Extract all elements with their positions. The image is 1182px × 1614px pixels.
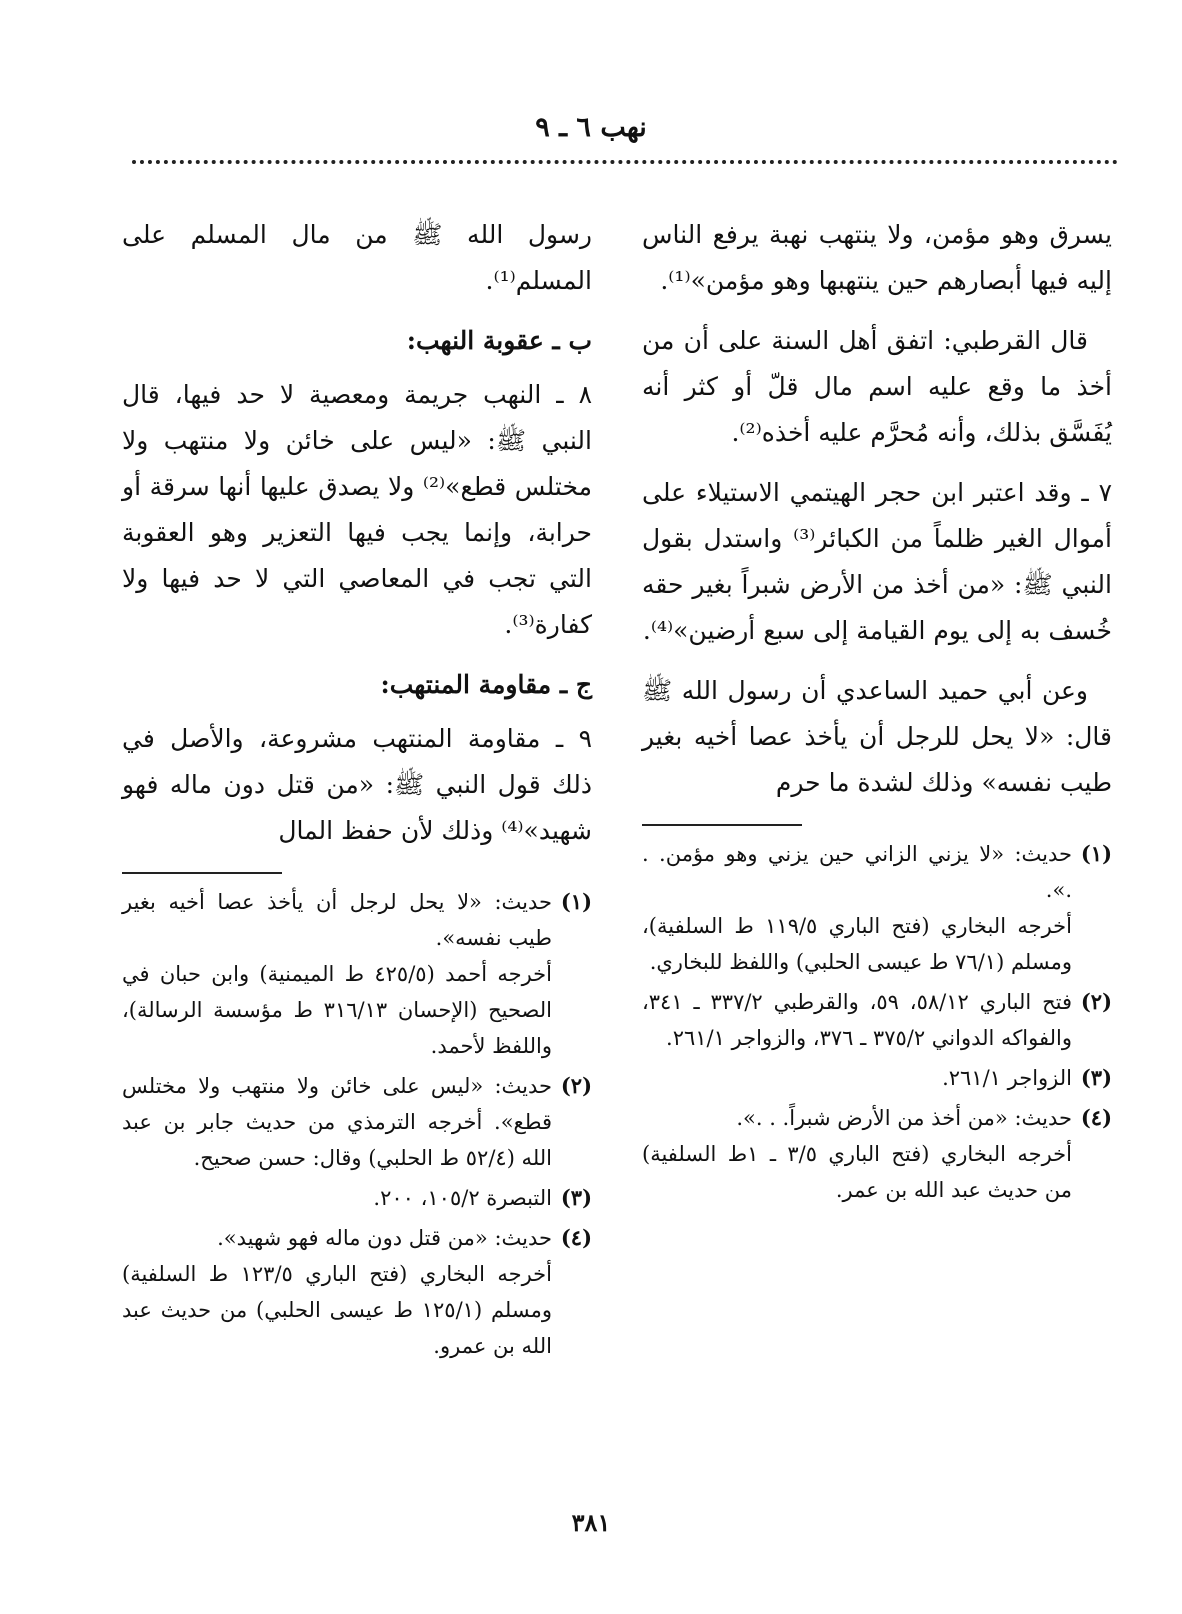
- footnote-text: الزواجر ٢٦١/١.: [942, 1066, 1072, 1090]
- right-footnotes: [642, 836, 1112, 1208]
- left-footnote-separator: [122, 872, 282, 874]
- right-paragraph-1: يسرق وهو مؤمن، ولا ينتهب نهبة يرفع الناس إليه فيها أبصارهم حين ينتهبها وهو مؤمن»⁽¹⁾.: [642, 220, 1112, 295]
- footnote-text: حديث: «لا يزني الزاني حين يزني وهو مؤمن. . .».: [642, 842, 1072, 902]
- footnote-continuation: أخرجه البخاري (فتح الباري ٣/٥ ـ ١ط السلفية) من حديث عبد الله بن عمر.: [642, 1142, 1072, 1202]
- paragraph-8: ٨ ـ النهب جريمة ومعصية لا حد فيها، قال النبي ﷺ: «ليس على خائن ولا منتهب ولا مختلس قطع»⁽²⁾ ولا يصدق عليها أنها سرقة أو حرابة، وإنما يجب فيها التعزير وهو العقوبة التي تجب في المعاصي التي لا حد فيها ولا كفارة⁽³⁾.: [122, 380, 592, 639]
- right-footnote-separator: [642, 824, 802, 826]
- right-paragraph-3: ٧ ـ وقد اعتبر ابن حجر الهيتمي الاستيلاء على أموال الغير ظلماً من الكبائر⁽³⁾ واستدل بقول النبي ﷺ: «من أخذ من الأرض شبراً بغير حقه خُسف به إلى يوم القيامة إلى سبع أرضين»⁽⁴⁾.: [642, 478, 1112, 645]
- header-dotted-rule: [132, 160, 1118, 164]
- section-heading-c: ج ـ مقاومة المنتهب:: [380, 670, 592, 699]
- footnote-continuation: أخرجه البخاري (فتح الباري ١١٩/٥ ط السلفية)، ومسلم (٧٦/١ ط عيسى الحلبي) واللفظ للبخاري.: [642, 914, 1072, 974]
- footnote-text: حديث: «من أخذ من الأرض شبراً. . .».: [736, 1106, 1072, 1130]
- footnote-text: فتح الباري ٥٨/١٢، ٥٩، والقرطبي ٣٣٧/٢ ـ ٣٤١، والفواكه الدواني ٣٧٥/٢ ـ ٣٧٦، والزواجر ٢٦١/١.: [642, 990, 1073, 1050]
- left-footnote-3: [122, 1180, 592, 1216]
- footnote-text: التبصرة ١٠٥/٢، ٢٠٠.: [373, 1186, 552, 1210]
- right-paragraph-4: وعن أبي حميد الساعدي أن رسول الله ﷺ قال: «لا يحل للرجل أن يأخذ عصا أخيه بغير طيب نفسه» وذلك لشدة ما حرم: [642, 676, 1112, 797]
- right-footnote-3: [642, 1060, 1112, 1096]
- footnote-number: (١): [1080, 841, 1112, 866]
- footnote-number: (٣): [560, 1185, 592, 1210]
- footnote-number: (٤): [560, 1225, 592, 1250]
- footnote-number: (٢): [1080, 989, 1112, 1014]
- footnote-continuation: أخرجه أحمد (٤٢٥/٥ ط الميمنية) وابن حبان في الصحيح (الإحسان ٣١٦/١٣ ط مؤسسة الرسالة)، واللفظ لأحمد.: [122, 962, 552, 1058]
- left-intro: رسول الله ﷺ من مال المسلم على المسلم⁽¹⁾.: [122, 220, 592, 295]
- page-number: ٣٨١: [571, 1508, 611, 1537]
- left-footnote-4: [122, 1220, 592, 1364]
- paragraph-9: ٩ ـ مقاومة المنتهب مشروعة، والأصل في ذلك قول النبي ﷺ: «من قتل دون ماله فهو شهيد»⁽⁴⁾ وذلك لأن حفظ المال: [122, 724, 592, 845]
- right-footnote-2: [642, 984, 1112, 1056]
- footnote-text: حديث: «من قتل دون ماله فهو شهيد».: [217, 1226, 552, 1250]
- footnote-number: (٢): [560, 1073, 592, 1098]
- footnote-number: (٤): [1080, 1105, 1112, 1130]
- footnote-number: (١): [560, 889, 592, 914]
- page-header-title: نهب ٦ ـ ٩: [535, 112, 647, 143]
- right-paragraph-2: قال القرطبي: اتفق أهل السنة على أن من أخذ ما وقع عليه اسم مال قلّ أو كثر أنه يُفَسَّق بذلك، وأنه مُحرَّم عليه أخذه⁽²⁾.: [642, 326, 1112, 447]
- section-heading-b: ب ـ عقوبة النهب:: [406, 326, 592, 355]
- left-footnote-1: [122, 884, 592, 1064]
- left-column: [122, 212, 592, 1368]
- right-footnote-1: [642, 836, 1112, 980]
- footnote-text: حديث: «لا يحل لرجل أن يأخذ عصا أخيه بغير طيب نفسه».: [122, 890, 552, 950]
- right-footnote-4: [642, 1100, 1112, 1208]
- right-column: [642, 212, 1112, 1212]
- footnote-number: (٣): [1080, 1065, 1112, 1090]
- footnote-text: حديث: «ليس على خائن ولا منتهب ولا مختلس قطع». أخرجه الترمذي من حديث جابر بن عبد الله (٥٢/٤ ط الحلبي) وقال: حسن صحيح.: [122, 1074, 552, 1170]
- footnote-continuation: أخرجه البخاري (فتح الباري ١٢٣/٥ ط السلفية) ومسلم (١٢٥/١ ط عيسى الحلبي) من حديث عبد الله بن عمرو.: [122, 1262, 553, 1358]
- left-footnotes: [122, 884, 592, 1364]
- left-footnote-2: [122, 1068, 592, 1176]
